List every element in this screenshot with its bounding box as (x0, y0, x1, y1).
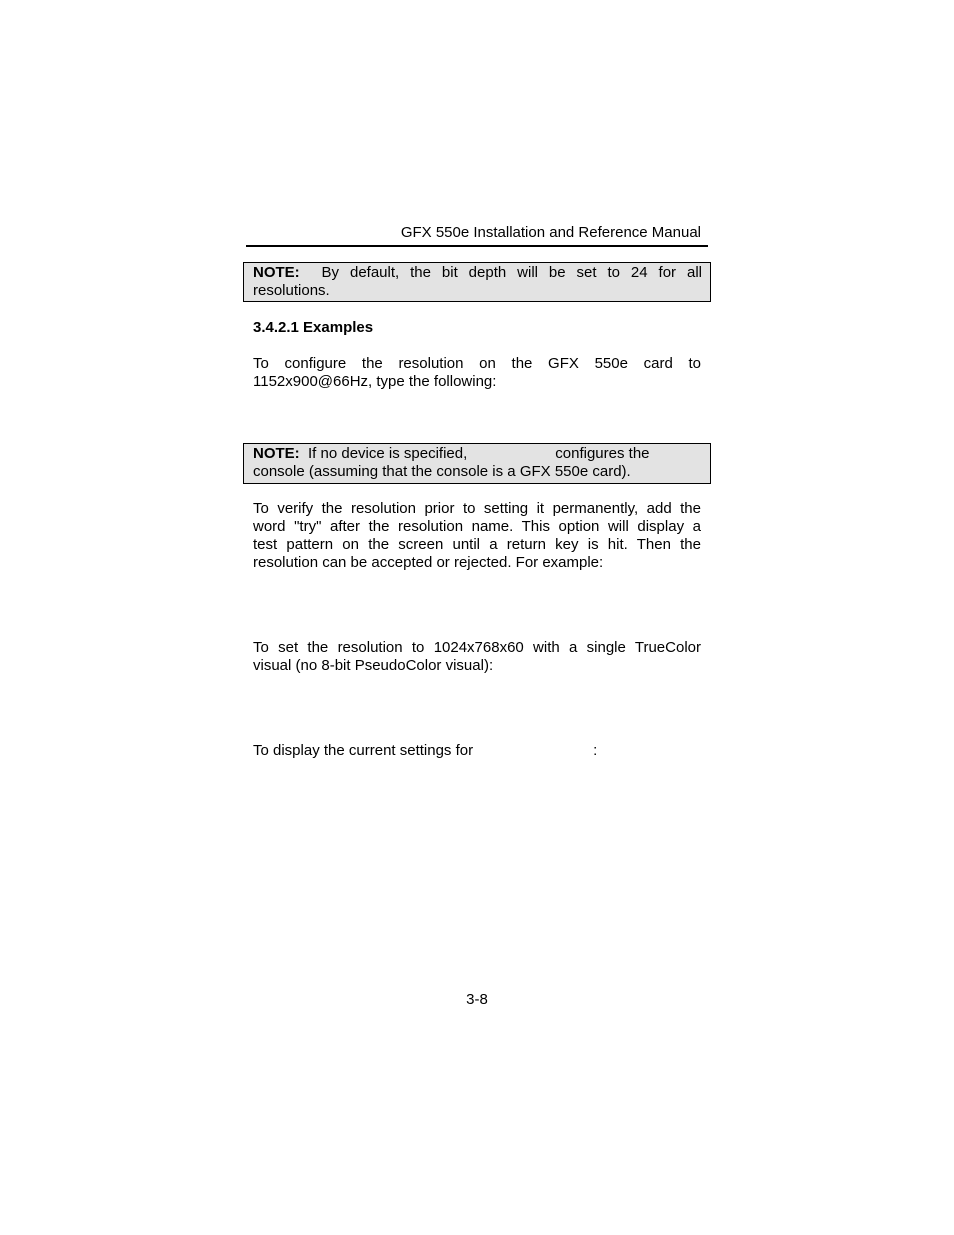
note-text-continued: console (assuming that the console is a GFX 550e card). (253, 463, 631, 480)
paragraph-line: test pattern on the screen until a return key is hit. Then the (253, 536, 701, 553)
paragraph-display-settings (253, 742, 701, 760)
page-header-title: GFX 550e Installation and Reference Manual (400, 224, 701, 241)
page-number: 3-8 (466, 991, 488, 1008)
paragraph-line: To configure the resolution on the GFX 550e card to (253, 355, 701, 372)
paragraph-line: To verify the resolution prior to setting it permanently, add the (253, 500, 701, 517)
note-box-bit-depth (243, 262, 711, 302)
paragraph-verify-resolution (253, 500, 701, 572)
note-line (253, 264, 702, 282)
note-text: By default, the bit depth will be set to 24 for all (321, 264, 702, 281)
paragraph-text: : (593, 742, 598, 759)
note-text: configures the (555, 445, 650, 462)
paragraph-line: 1152x900@66Hz, type the following: (253, 373, 497, 390)
note-box-no-device (243, 443, 711, 484)
note-label: NOTE: (253, 445, 300, 462)
paragraph-line: To set the resolution to 1024x768x60 with a single TrueColor (253, 639, 701, 656)
paragraph-text: To display the current settings for (253, 742, 474, 759)
paragraph-line: word "try" after the resolution name. This option will display a (253, 518, 701, 535)
paragraph-line: resolution can be accepted or rejected. For example: (253, 554, 604, 571)
section-title: 3.4.2.1 Examples (253, 319, 374, 336)
note-line (253, 445, 702, 463)
paragraph-line: visual (no 8-bit PseudoColor visual): (253, 657, 494, 674)
note-label: NOTE: (253, 264, 300, 281)
note-text: If no device is specified, (308, 445, 468, 462)
paragraph-truecolor (253, 639, 701, 675)
note-text-continued: resolutions. (253, 282, 330, 299)
header-divider (246, 245, 708, 247)
paragraph-configure-resolution (253, 355, 701, 391)
